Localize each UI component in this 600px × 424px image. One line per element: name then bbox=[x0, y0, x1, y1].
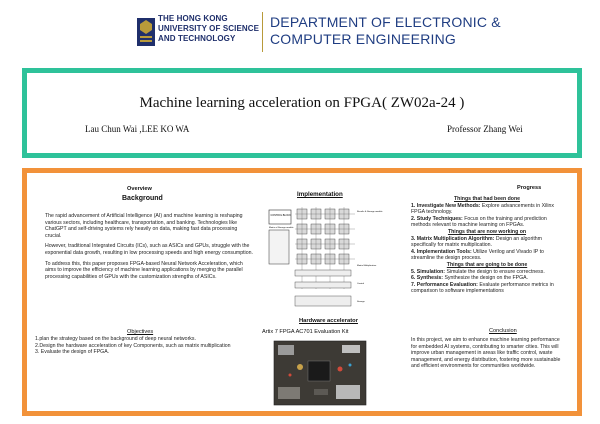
header bbox=[0, 0, 600, 70]
conclusion-text: In this project, we aim to enhance machine learning performance for embedded AI systems, contributing to smarter cities. This will improve urban management in areas like traffic control, waste management, and energy distribution, fostering more sustainable and efficient environments for communities worldwide. bbox=[411, 337, 561, 370]
diagram-label: CONTROL BLOCK bbox=[270, 214, 291, 217]
implementation-heading: Implementation bbox=[297, 191, 343, 198]
background-text: The rapid advancement of Artificial Intelligence (AI) and machine learning is reshaping various sectors, including healthcare, transportation, and banking. Technologies like ChatGPT and self-driving systems rely heavily on data, making fast data processing crucial. However, traditional Integrated Circuits (ICs), such as ASICs and GPUs, struggle with the exponential data growth, resulting in low processing speeds and high energy consumption. To address this, this paper proposes FPGA-based Neural Network Acceleration, which aims to improve the efficiency of machine learning applications by merging the parallel processing capabilities of GPUs with the customization strengths of ASICs. bbox=[45, 213, 253, 280]
progress-heading: Progress bbox=[517, 185, 542, 191]
progress-item: 5. Simulation: Simulate the design to ensure correctness. bbox=[411, 268, 545, 275]
title-box bbox=[22, 68, 582, 158]
poster-title: Machine learning acceleration on FPGA( ZW02a-24 ) bbox=[139, 95, 465, 111]
university-name: THE HONG KONG UNIVERSITY OF SCIENCE AND TECHNOLOGY bbox=[158, 14, 260, 43]
diagram-label: Results & Storage module bbox=[357, 211, 383, 213]
diagram-label: Matrix Multiplication bbox=[357, 265, 377, 267]
department-name: DEPARTMENT OF ELECTRONIC & COMPUTER ENGINEERING bbox=[270, 14, 501, 47]
poster-body bbox=[22, 168, 582, 416]
header-divider bbox=[262, 12, 263, 52]
overview-heading: Overview bbox=[127, 186, 152, 192]
progress-item: 2. Study Techniques: Focus on the training and prediction methods relevant to machine learning on FPGAs. bbox=[411, 215, 547, 229]
progress-item: 6. Synthesis: Synthesize the design on the FPGA. bbox=[411, 275, 529, 282]
objectives-list: 1.plan the strategy based on the background of deep neural networks. 2.Design the hardware acceleration of key Components, such as matrix multiplication 3. Evaluate the design of FPGA. bbox=[35, 336, 231, 356]
progress-item: 7. Performance Evaluation: Evaluate performance metrics in comparison to software implementations bbox=[411, 281, 554, 295]
now-heading: Things that are now working on bbox=[447, 228, 527, 235]
progress-item: 3. Matrix Multiplication Algorithm: Design an algorithm specifically for matrix multiplication. bbox=[411, 235, 542, 249]
fpga-board-photo bbox=[270, 337, 370, 409]
done-heading: Things that had been done bbox=[454, 196, 520, 202]
diagram-label: Storage bbox=[357, 301, 365, 303]
supervisor: Professor Zhang Wei bbox=[447, 124, 523, 134]
progress-item: 1. Investigate New Methods: Explore advancements in Xilinx FPGA technology. bbox=[411, 202, 555, 216]
future-heading: Things that are going to be done bbox=[446, 261, 528, 268]
diagram-label: Control bbox=[357, 283, 365, 285]
conclusion-heading: Conclusion bbox=[489, 328, 517, 334]
diagram-label: Matrix of Storage module bbox=[269, 227, 294, 229]
accelerator-block-diagram bbox=[265, 204, 395, 314]
hardware-heading: Hardware accelerator bbox=[299, 318, 358, 324]
authors: Lau Chun Wai ,LEE KO WA bbox=[85, 124, 190, 134]
hkust-logo-icon bbox=[137, 18, 155, 46]
objectives-heading: Objectives bbox=[127, 329, 154, 335]
background-heading: Background bbox=[122, 195, 163, 202]
progress-item: 4. Implementation Tools: Utilize Verilog and Vivado IP to streamline the design process. bbox=[411, 248, 544, 262]
board-caption: Artix 7 FPGA AC701 Evaluation Kit bbox=[262, 329, 349, 335]
progress-list bbox=[411, 196, 563, 295]
